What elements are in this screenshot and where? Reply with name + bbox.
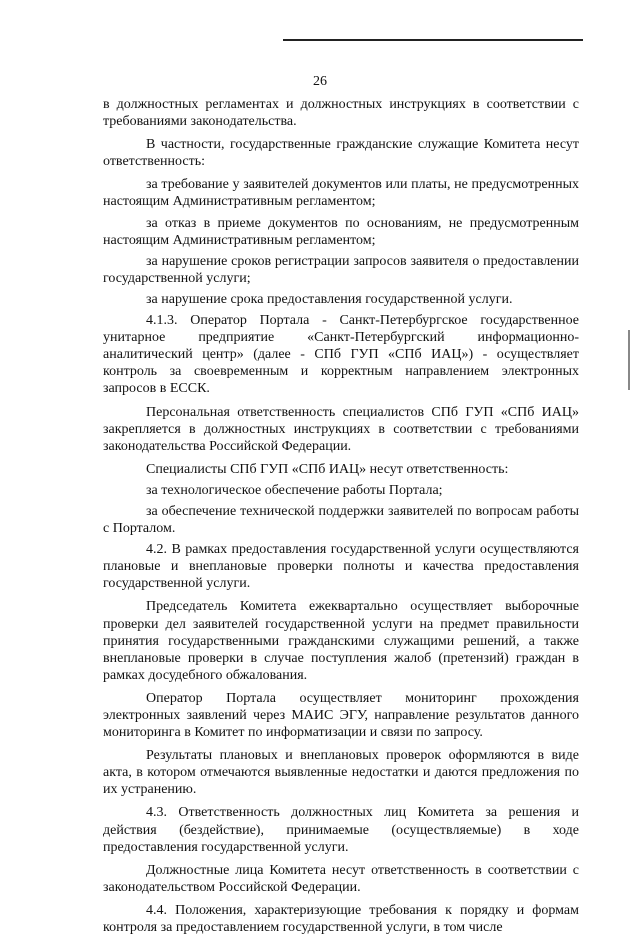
paragraph: 4.2. В рамках предоставления государственной услуги осуществляются плановые и внеплановые проверки полноты и качества предоставления государственной услуги. <box>103 542 579 592</box>
paragraph: в должностных регламентах и должностных инструкциях в соответствии с требованиями законодательства. <box>103 97 579 130</box>
paragraph: Оператор Портала осуществляет мониторинг прохождения электронных заявлений через МАИС ЭГУ, направление результатов данного мониторинга в Комитет по информатизации и связи по запросу. <box>103 690 579 741</box>
header-rule <box>283 39 583 41</box>
paragraph: за нарушение сроков регистрации запросов заявителя о предоставлении государственной услуги; <box>103 253 579 286</box>
paragraph: за обеспечение технической поддержки заявителей по вопросам работы с Порталом. <box>103 503 579 537</box>
paragraph: за отказ в приеме документов по основаниям, не предусмотренным настоящим Административным регламентом; <box>103 215 579 248</box>
paragraph: В частности, государственные гражданские служащие Комитета несут ответственность: <box>103 137 579 170</box>
scan-edge-mark <box>628 330 630 390</box>
paragraph: Персональная ответственность специалистов СПб ГУП «СПб ИАЦ» закрепляется в должностных инструкциях в соответствии с требованиями законодательства Российской Федерации. <box>103 404 579 454</box>
paragraph: 4.4. Положения, характеризующие требования к порядку и формам контроля за предоставлением государственной услуги, в том числе <box>103 902 579 936</box>
paragraph: Результаты плановых и внеплановых проверок оформляются в виде акта, в котором отмечаются выявленные недостатки и даются предложения по их устранению. <box>103 748 579 798</box>
paragraph: Председатель Комитета ежеквартально осуществляет выборочные проверки дел заявителей государственной услуги на предмет правильности принятия государственными гражданскими служащими решений, а также внеплановые проверки в случае поступления жалоб (претензий) граждан в рамках досудебного обжалования. <box>103 599 579 683</box>
paragraph: за нарушение срока предоставления государственной услуги. <box>146 291 513 307</box>
page-number: 26 <box>313 74 327 89</box>
paragraph: Должностные лица Комитета несут ответственность в соответствии с законодательством Российской Федерации. <box>103 862 579 895</box>
document-body <box>103 96 579 936</box>
paragraph: Специалисты СПб ГУП «СПб ИАЦ» несут ответственность: <box>146 461 509 477</box>
paragraph: за требование у заявителей документов или платы, не предусмотренных настоящим Административным регламентом; <box>103 177 579 210</box>
paragraph: за технологическое обеспечение работы Портала; <box>146 482 443 498</box>
paragraph: 4.1.3. Оператор Портала - Санкт-Петербургское государственное унитарное предприятие «Санкт-Петербургский информационно-аналитический центр» (далее - СПб ГУП «СПб ИАЦ») - осуществляет контроль за своевременным и корректным направлением электронных запросов в ЕССК. <box>103 313 579 397</box>
paragraph: 4.3. Ответственность должностных лиц Комитета за решения и действия (бездействие), принимаемые (осуществляемые) в ходе предоставления государственной услуги. <box>103 805 579 855</box>
